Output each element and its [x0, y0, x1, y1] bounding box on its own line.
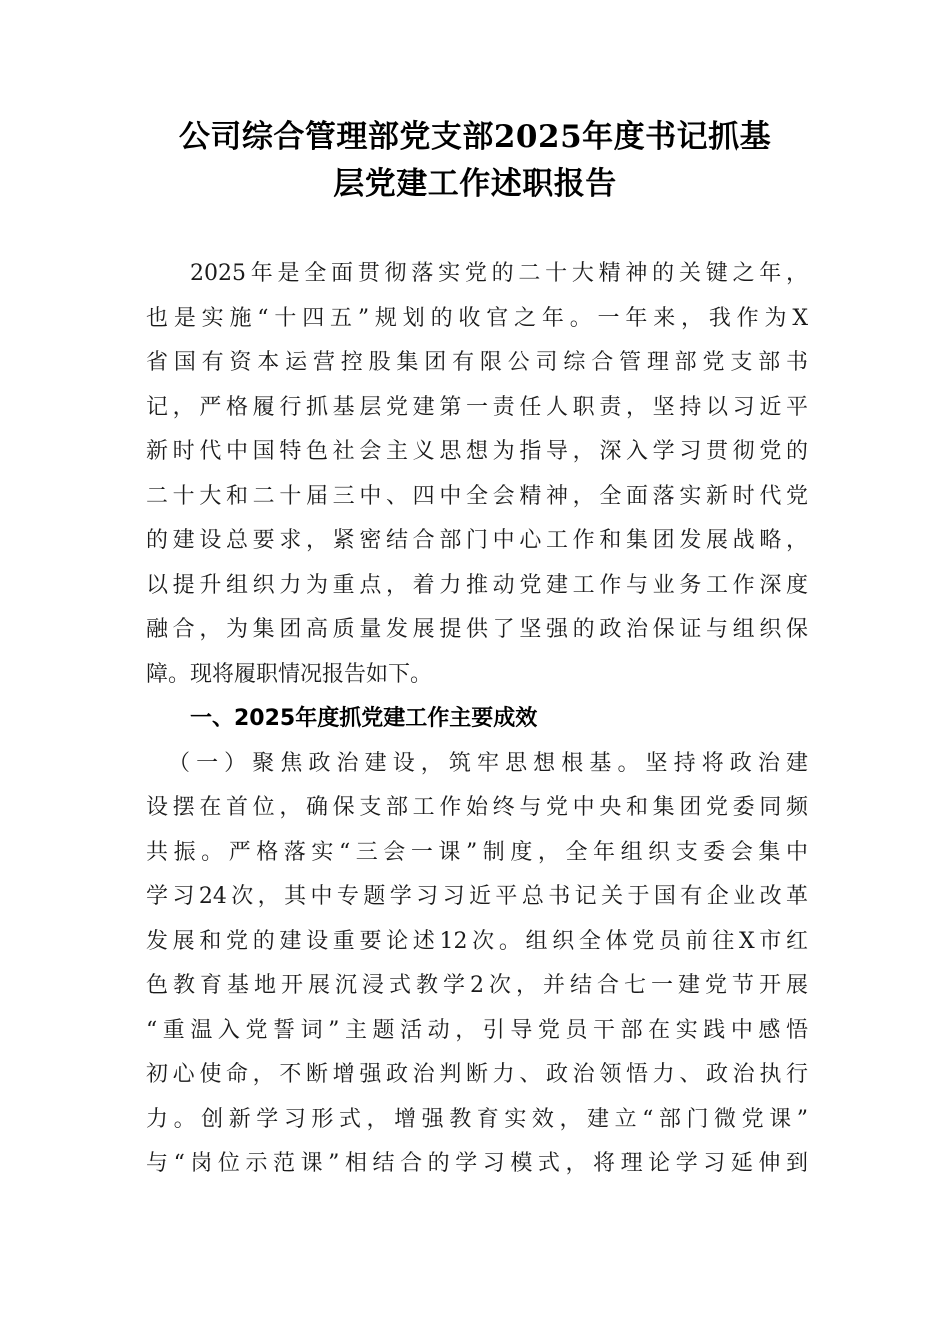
paragraph-line: 力。创新学习形式，增强教育实效，建立“部门微党课”: [146, 1106, 808, 1132]
paragraph-line: 新时代中国特色社会主义思想为指导，深入学习贯彻党的: [146, 439, 808, 464]
paragraph-line: 色教育基地开展沉浸式教学2次，并结合七一建党节开展: [146, 973, 808, 998]
paragraph-line: 也是实施“十四五”规划的收官之年。一年来，我作为X: [146, 305, 808, 331]
paragraph-line: 发展和党的建设重要论述12次。组织全体党员前往X市红: [146, 928, 808, 954]
paragraph-line: 记，严格履行抓基层党建第一责任人职责，坚持以习近平: [146, 394, 808, 420]
paragraph-line: 二十大和二十届三中、四中全会精神，全面落实新时代党: [146, 483, 808, 509]
paragraph-line: 初心使命，不断增强政治判断力、政治领悟力、政治执行: [146, 1062, 808, 1087]
paragraph-line: （一）聚焦政治建设，筑牢思想根基。坚持将政治建: [168, 750, 808, 776]
title-line-1: 公司综合管理部党支部2025年度书记抓基: [178, 119, 772, 155]
document-title: [140, 114, 810, 208]
paragraph-line: 融合，为集团高质量发展提供了坚强的政治保证与组织保: [146, 617, 808, 642]
paragraph-line: 设摆在首位，确保支部工作始终与党中央和集团党委同频: [146, 795, 808, 820]
paragraph-line: 障。现将履职情况报告如下。: [146, 661, 433, 687]
paragraph-line: 的建设总要求，紧密结合部门中心工作和集团发展战略，: [146, 528, 808, 553]
title-line-2: 层党建工作述职报告: [333, 166, 617, 202]
paragraph-line: 省国有资本运营控股集团有限公司综合管理部党支部书: [146, 350, 808, 375]
paragraph-line: 以提升组织力为重点，着力推动党建工作与业务工作深度: [146, 572, 808, 598]
paragraph-line: “重温入党誓词”主题活动，引导党员干部在实践中感悟: [146, 1017, 808, 1043]
paragraph-line: 2025年是全面贯彻落实党的二十大精神的关键之年，: [190, 261, 808, 286]
paragraph-line: 与“岗位示范课”相结合的学习模式，将理论学习延伸到: [146, 1151, 808, 1176]
section-heading: 一、2025年度抓党建工作主要成效: [190, 706, 538, 731]
paragraph-line: 共振。严格落实“三会一课”制度，全年组织支委会集中: [146, 839, 808, 865]
paragraph-line: 学习24次，其中专题学习习近平总书记关于国有企业改革: [146, 884, 808, 909]
document-body: [146, 252, 808, 1187]
